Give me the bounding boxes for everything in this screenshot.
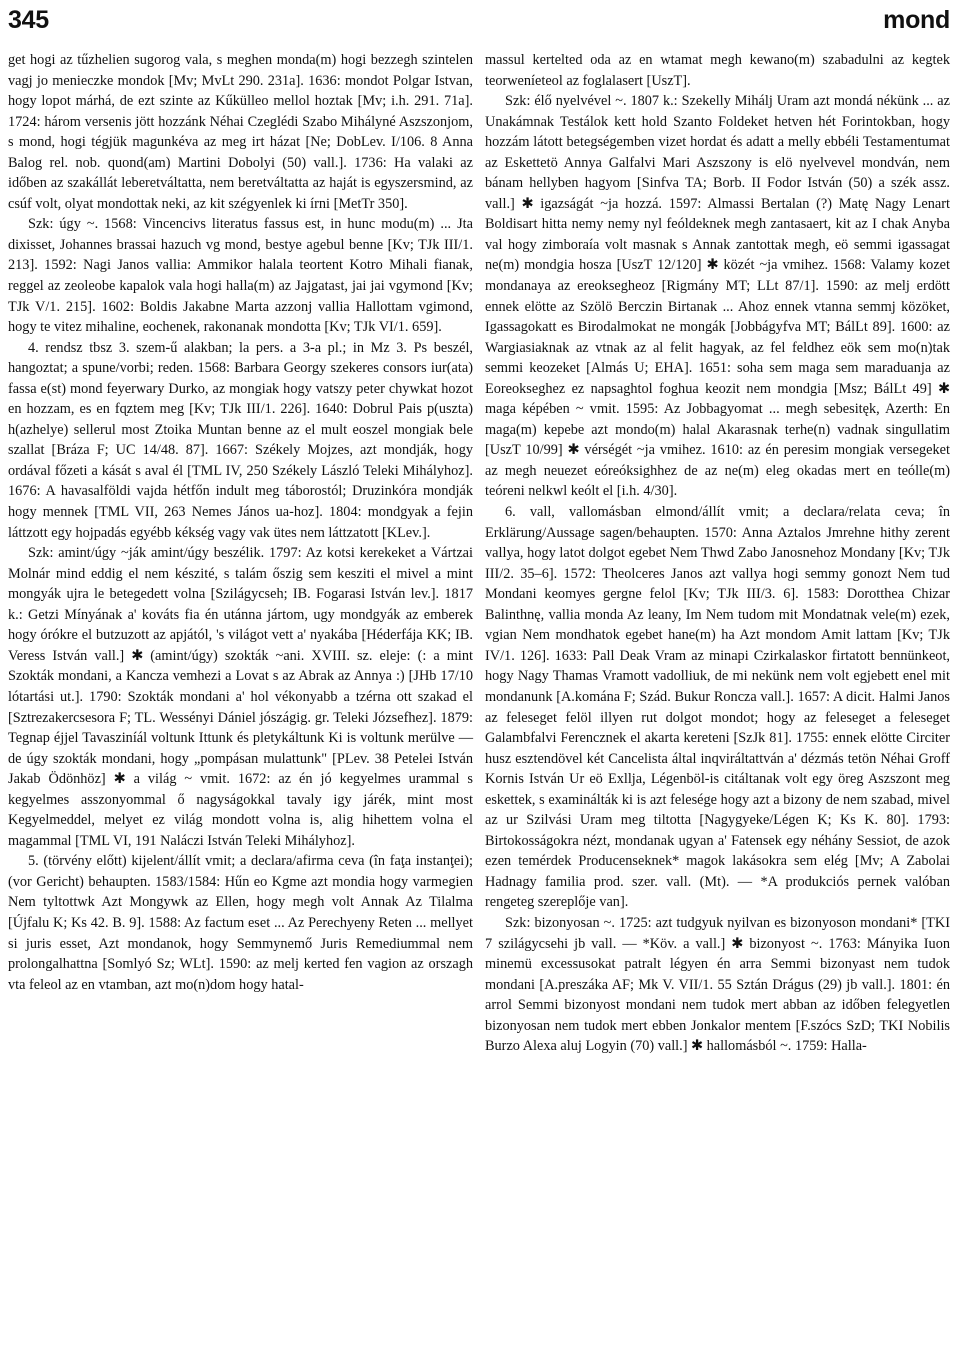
entry-paragraph: Szk: úgy ~. 1568: Vincencivs literatus fassus est, in hunc modu(m) ... Jta dixisset, Johannes brassai hazuch vg mond, bestye agebul benne [Kv; TJk III/1. 213]. 1592: Nagi Janos vallia: Ammikor halala teortent Kotro Mihali fianak, reggel az zeoleobe kapalok vala hogi halla(m) az Jajgatast, jai jai vgymond [Kv; TJk V/1. 215]. 1602: Boldis Jakabne Marta azzonj vallia Hallottam vgimond, hogy te vitez mihaline, eochenek, rakonanak mondotta [Kv; TJk VI/1. 659]. <box>8 216 473 336</box>
page-header <box>8 6 950 42</box>
entry-paragraph: 6. vall, vallomásban elmond/állít vmit; a declara/relata ceva; în Erklärung/Aussage sagen/behaupten. 1570: Anna Aztalos Jmrehne hithy zerent vallya, hogy latot dolgot egebet Nem Thwd Zabo Janosnehoz Mondany [Kv; TJk III/2. 35–6]. 1572: Theolceres Janos azt vallya hogi semmy gonozt Nem tud Mondani keomyes gergne felol [Kv; TJk III/3. 6]. 1583: Dorotthea Chizar Balinthnę, vallia monda Az leany, Im Nem tudom mit Mondatnak vele(m) ezek, vgian Nem mondhatok egebet hane(m) ha Azt mondom Amit lattam [Kv; TJk IV/1. 126]. 1633: Pall Deak Vram az minapi Czirkalaskor firtatott bennünkeot, hogy Nagy Thamas Vramott vadolliuk, de mi nekünk nem volt egjebett enel mit mondanunk [A.komána F; Szád. Bukur Roncza vall.]. 1657: A dicit. Halmi Janos az feleseget felöl illyen rut dolgot mondot; hogy az feleseget a feleseget Galambfalvi Ferencznek el akarta kereteni [SzJk 81]. 1755: ennek elötte Circiter husz esztendövel két Cancelista által inqviráltattván a' dézmás tetön Néhai Groff Kornis István Ur eö Exllja, Légenböl-is citáltanak volt egy öreg Aszszont meg eskettek, s examinálták ki is azt felesége hogy azt a bizony de nem szabad, mivel az ur Szilvási Uram meg tiltotta [Nagygyeke/Légen K; Ks K. 80]. 1793: Birtokosságokra nézt, mondanak ugyan a' Fatensek egy néhány Sessiot, de azok ezen temérdek Producenseknek* magok lakásokra sem elég [Mv; A Zabolai Hadnagy familia prod. szer. vall. (Mt). — *A produkciós pernek valóban rengeteg szereplője van]. <box>485 504 950 911</box>
entry-paragraph: Szk: amint/úgy ~ják amint/úgy beszélik. 1797: Az kotsi kerekeket a Vártzai Molnár mind eddig el nem készité, s talám őszig sem kesziti el mivel a mint mongyák ujra le betegedett volna [Szilágycseh; IB. Fogarasi István lev.]. 1817 k.: Getzi Mínyának a' kováts fia én utánna jártom, ugy mondgyák az emberek hogy órókre el butzuzott az apjától, 's világot vett a' nyakába [Héderfája KK; IB. Veress István vall.] ✱ (amint/úgy) szokták ~ani. XVIII. sz. eleje: (: a mint Szokták mondani, a Kancza vemhezi a Lovat s az Abrak az Annya :) [JHb 17/10 lótartási ut.]. 1790: Szokták mondani a' hol vékonyabb a tzérna ott szakad el [Sztrezakercsesora F; TL. Wessényi Dániel jószágig. gr. Teleki Józsefhez]. 1879: Tegnap éjjel Tavasziníál voltunk Ittunk és pletykáltunk Ki is voltunk merülve — de úgy szokták mondani, hogy „pompásan mulattunk" [PLev. 38 Petelei István Jakab Ödönhöz] ✱ a világ ~ vmit. 1672: az én jó kegyelmes urammal s kegyelmes asszonyommal ő nagyságokkal tavaly igy járék, mint most Kegyelmeddel, melyet ez világ mondott volna is, alig hihettem volna el magammal [TML VI, 191 Naláczi István Teleki Mihályhoz]. <box>8 545 473 849</box>
entry-paragraph: get hogi az tűzhelien sugorog vala, s meghen monda(m) hogi bezzegh szintelen vagj jo menieczke mondok [Mv; MvLt 290. 231a]. 1636: mondot Polgar Istvan, hogy lopot márhá, de ezt szinte az Kűkülleo mellol hoztak [Mv; i.h. 291. 71a]. 1724: három versenis jött hozzánk Néhai Czeglédi Szabo Mihályné Aszszonjom, s mond, hogi tégjük magunkéva az meg irt házat [Ne; DobLev. I/106. 8 Anna Balog rel. nob. quond(am) Martini Dobolyi (50) vall.]. 1736: Ha valaki az időben az szakállát leberetváltatta, nem beretváltatta az haját is egyszersmind, az csúf volt, olyat mondottak neki, az kit szégyenlek ki írni [MetTr 350]. <box>8 52 473 212</box>
left-column <box>8 50 473 1057</box>
entry-paragraph: Szk: bizonyosan ~. 1725: azt tudgyuk nyilvan es bizonyoson mondani* [TKI 7 szilágycsehi jb vall. — *Köv. a vall.] ✱ bizonyost ~. 1763: Mányika Iuon minemü excessusokat patralt légyen én arra Semmi bizonyast nem tudok mondani [A.preszáka AF; Mk V. VII/1. 55 Sztán Drágus (29) jb vall.]. 1801: én arrol Semmi bizonyost mondani nem tudok mert abban az időben felegyetlen bizonyosan nem tudok mert ebben Jonkalor mentem [F.szócs SzD; TKI Nobilis Burzo Alexa aluj Logyin (70) vall.] ✱ hallomásból ~. 1759: Halla- <box>485 914 950 1055</box>
entry-paragraph: 4. rendsz tbsz 3. szem-ű alakban; la pers. a 3-a pl.; in Mz 3. Ps beszél, hangoztat; a spune/vorbi; reden. 1568: Barbara Georgy szekeres consors iur(ata) fassa e(st) mond feyerwary Durko, az mongiak hogy vatszy peter chywkat hozot en hozzam, es en fɋztem meg [Kv; TJk III/1. 226]. 1640: Dobrul Pais p(uszta) h(azhelye) sellerul most Ztoika Muntan benne az el mult eoszel mongiak bele szallat [Bráza F; UC 14/48. 87]. 1667: Székely Mojzes, azt mondják, hogy ordával főzeti a kását s aval él [TML IV, 250 Székely László Teleki Mihályhoz]. 1676: A havasalföldi vajda hétfőn indult meg táborostól; Druzinkóra mondják hogy mennek [TML VII, 263 Nemes János ua-hoz]. 1804: mondgyak a fejin láttzott egy hojpadás egyébb kékség vagy vak ütes nem láttzatott [KLev.]. <box>8 339 473 541</box>
page-number: 345 <box>8 6 49 34</box>
running-head: mond <box>883 6 950 34</box>
right-column <box>485 50 950 1057</box>
entry-paragraph: massul kertelted oda az en wtamat megh kewano(m) szabadulni az kegtek teorweníeteol az foglalasert [UszT]. <box>485 52 950 89</box>
entry-paragraph: Szk: élő nyelvével ~. 1807 k.: Szekelly Mihálj Uram azt mondá nékünk ... az Unakámnak Testálok kett hold Szanto Foldeket hetven hét Forintokban, hogy hozzám látott betegségemben vizet hordat és adatt a melly ebbéli Testamentumat az Eskettetö Annya Galfalvi Mari Aszszony is elö nyelvevel mondván, nem bánam hellyben hagyom [Sinfva TA; Borb. II Fodor István (50) a szék assz. vall.] ✱ igazságát ~ja hozzá. 1597: Almassi Bertalan (?) Matę Nagy Lenart Boldisart hitta nemy nemy nyl feóldeknek megh zantasaert, kit az I chak Anyba val hogy zimboraía volt masnak s Annak zantottak megh, eö semmi igassagat ne(m) mondgia hosza [UszT 12/120] ✱ közét ~ja vmihez. 1568: Valamy kozet mondanaya az ereoksegheoz [Rigmány MT; LLt 87/1]. 1590: az melj erdött ennek elötte az Szölö Berczin Birtanak ... Ahoz ennek vtanna semmj közöket, Igassagokatt es Birodalmokat ne mongák [Jobbágyfva MT; BálLt 89]. 1600: az Wargiasiaknak az vtnak az al felit hagyak, az fel feldhez eök sem mo(n)tak semmi keozeket [Almás U; EHA]. 1651: soha sem maga sem maraduanja az Eoreokseghez ez napsaghtol foghua keozit nem mondgia [Msz; BálLt 49] ✱ maga képében ~ vmit. 1595: Az Jobbagyomat ... megh sebesitęk, Azerth: En maga(m) kepebe azt mondo(m) halal Akarasnak terhe(n) vadnak singullatim [UszT 10/99] ✱ vérségét ~ja vmihez. 1610: az én peresim mongiak versegeket az megh neuezet eóreóksighhez de az ne(m) eleg okadas mert en teólle(m) teóreni nelkwl keólt el [i.h. 4/30]. <box>485 93 950 500</box>
entry-paragraph: 5. (törvény előtt) kijelent/állít vmit; a declara/afirma ceva (în faţa instanţei); (vor Gericht) behaupten. 1583/1584: Hűn eo Kgme azt mondia hogy varmegien Nem tyltottwk Azt Mongywk az Ellen, hogy megh volt Annak Az Tilalma [Újfalu K; Ks 42. B. 9]. 1588: Az factum eset ... Az Perechyeny Reten ... mellyet si juris esset, Azt mondanok, hogy Semmynemő Juris Remediummal nem prolongalhattna [Somlyó Sz; WLt]. 1590: az melj kerted fen vagion az orszagh vta feleol az en vtamban, azt mo(n)dom hogy hatal- <box>8 853 473 993</box>
text-columns <box>8 50 950 1057</box>
